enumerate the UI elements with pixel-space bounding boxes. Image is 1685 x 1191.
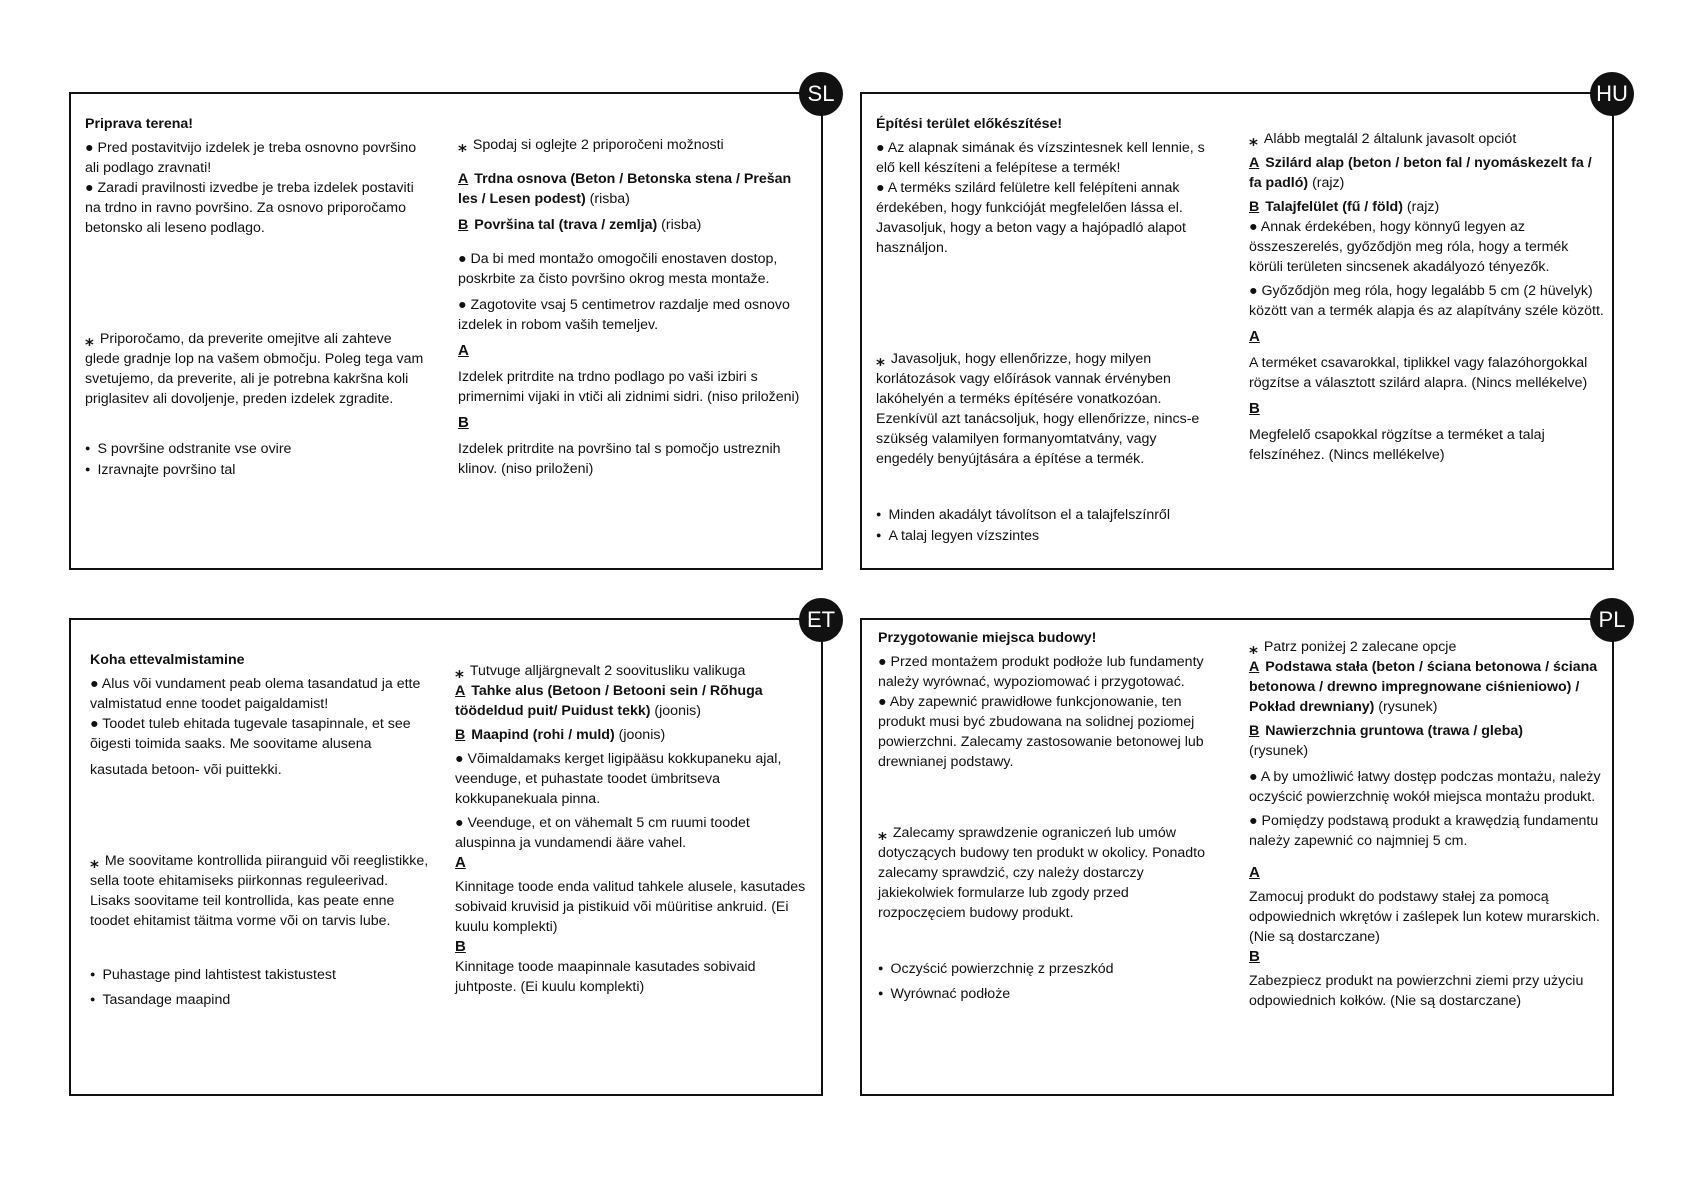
pl-note-text: Zalecamy sprawdzenie ograniczeń lub umów dotyczących budowy ten produkt w okolicy. Ponadto zalecamy sprawdzić, czy należy dostarczy jakiekolwiek formularze lub zgody przed rozpoczęciem budowy produkt. [878, 825, 1206, 921]
et-section-a-text: Kinnitage toode enda valitud tahkele alusele, kasutades sobivaid kruvisid ja pistikuid või müüritise ankruid. (Ei kuulu komplekti) [455, 879, 806, 935]
sl-right-column [458, 134, 813, 479]
pl-bullet-1: ● Oczyścić powierzchnię z przeszkód [878, 959, 1218, 980]
pl-section-b-label: B [1249, 948, 1260, 965]
sl-bullet-1: ● S površine odstranite vse ovire [85, 439, 425, 460]
pl-tip-1: ● A by umożliwić łatwy dostęp podczas montażu, należy oczyścić powierzchnię wokół miejsca montażu produkt. [1249, 769, 1601, 805]
panel-sl [69, 81, 835, 570]
hu-paragraph-2: ● A terméks szilárd felületre kell felépíteni annak érdekében, hogy funkcióját megfelelően lássa el. Javasoljuk, hogy a beton vagy a hajópadló alapot használjon. [876, 180, 1186, 256]
pl-left-column [878, 628, 1218, 1005]
hu-option-a: A Szilárd alap (beton / beton fal / nyomáskezelt fa / fa padló) (rajz) [1249, 155, 1592, 191]
pl-option-b-note: (rysunek) [1249, 743, 1309, 759]
hu-option-b: B Talajfelület (fű / föld) (rajz) [1249, 199, 1440, 215]
sl-option-b: B Površina tal (trava / zemlja) (risba) [458, 217, 702, 233]
panel-et [69, 607, 836, 1096]
et-option-a: A Tahke alus (Betoon / Betooni sein / Rõhuga töödeldud puit/ Puidust tekk) (joonis) [455, 683, 763, 719]
et-note-text: Me soovitame kontrollida piiranguid või reeglistikke, sella toote ehitamiseks piirkonnas reguleerivad. Lisaks soovitame teil kontrollida, kas peate enne toodet ehitamist täitma vorme või on tarvis lube. [90, 853, 429, 929]
sl-title: Priprava terena! [85, 116, 194, 132]
pl-section-a-text: Zamocuj produkt do podstawy stałej za pomocą odpowiednich wkrętów i zaślepek lun kotew murarskich. (Nie są dostarczane) [1249, 889, 1600, 945]
et-section-b-text: Kinnitage toode maapinnale kasutades sobivaid juhtposte. (Ei kuulu komplekti) [455, 959, 756, 995]
language-badge-et: ET [799, 598, 843, 642]
hu-tip-2: ● Győződjön meg róla, hogy legalább 5 cm (2 hüvelyk) között van a termék alapja és az alapítvány széle között. [1249, 283, 1604, 319]
asterisk-icon: ⁎ [878, 825, 887, 844]
hu-right-column [1249, 128, 1604, 465]
et-paragraph-1: ● Alus või vundament peab olema tasandatud ja ette valmistatud enne toodet paigaldamist! [90, 676, 421, 712]
language-badge-sl: SL [799, 72, 843, 116]
et-right-column [455, 660, 810, 997]
asterisk-icon: ⁎ [876, 351, 885, 370]
asterisk-icon: ⁎ [455, 663, 464, 682]
asterisk-icon: ⁎ [1249, 131, 1258, 150]
et-paragraph-2: ● Toodet tuleb ehitada tugevale tasapinnale, et see õigesti toimida saaks. Me soovitame alusena [90, 716, 411, 752]
et-tip-2: ● Veenduge, et on vähemalt 5 cm ruumi toodet aluspinna ja vundamendi ääre vahel. [455, 815, 750, 851]
hu-section-b-label: B [1249, 400, 1260, 417]
hu-paragraph-1: ● Az alapnak simának és vízszintesnek kell lennie, s elő kell készíteni a felépítese a termék! [876, 140, 1205, 176]
pl-bullet-2: ● Wyrównać podłoże [878, 984, 1218, 1005]
et-bullet-2: ● Tasandage maapind [90, 990, 430, 1011]
hu-tip-1: ● Annak érdekében, hogy könnyű legyen az összeszerelés, győződjön meg róla, hogy a termék körüli területen sincsenek akadályozó tényezők. [1249, 219, 1569, 275]
pl-option-a: A Podstawa stała (beton / ściana betonowa / ściana betonowa / drewno impregnowane ciśnieniowo) / Pokład drewniany) (rysunek) [1249, 659, 1598, 715]
hu-section-a-label: A [1249, 328, 1260, 345]
asterisk-icon: ⁎ [458, 137, 467, 156]
et-bullet-1: ● Puhastage pind lahtistest takistustest [90, 965, 430, 986]
sl-tip-2: ● Zagotovite vsaj 5 centimetrov razdalje med osnovo izdelek in robom vaših temeljev. [458, 297, 790, 333]
pl-option-b: B Nawierzchnia gruntowa (trawa / gleba) [1249, 723, 1524, 739]
hu-bullet-2: ● A talaj legyen vízszintes [876, 526, 1216, 547]
hu-section-a-text: A terméket csavarokkal, tiplikkel vagy falazóhorgokkal rögzítse a választott szilárd alapra. (Nincs mellékelve) [1249, 355, 1588, 391]
hu-note-text: Javasoljuk, hogy ellenőrizze, hogy milyen korlátozások vagy előírások vannak érvényben lakóhelyén a terméks építésére vonatkozóan. Ezenkívül azt tanácsoljuk, hogy ellenőrizze, nincs-e szükség valamilyen formanyomtatvány, vagy engedély benyújtására a építése a termék. [876, 351, 1200, 467]
sl-left-column [85, 114, 425, 481]
panel-hu [860, 81, 1628, 570]
hu-bullet-1: ● Minden akadályt távolítson el a talajfelszínről [876, 505, 1216, 526]
pl-section-b-text: Zabezpiecz produkt na powierzchni ziemi przy użyciu odpowiednich kołków. (Nie są dostarczane) [1249, 973, 1584, 1009]
sl-tip-1: ● Da bi med montažo omogočili enostaven dostop, poskrbite za čisto površino okrog mesta montaže. [458, 251, 778, 287]
sl-options-intro: ⁎ Spodaj si oglejte 2 priporočeni možnosti [458, 137, 724, 156]
sl-paragraph-1: ● Pred postavitvijo izdelek je treba osnovno površino ali podlago zravnati! [85, 140, 417, 176]
et-title: Koha ettevalmistamine [90, 652, 245, 668]
pl-title: Przygotowanie miejsca budowy! [878, 630, 1097, 646]
hu-title: Építési terület előkészítése! [876, 116, 1063, 132]
sl-option-a: A Trdna osnova (Beton / Betonska stena / Prešan les / Lesen podest) (risba) [458, 171, 792, 207]
et-tip-1: ● Võimaldamaks kerget ligipääsu kokkupaneku ajal, veenduge, et puhastate toodet ümbritseva kokkupanekuala pinna. [455, 751, 782, 807]
sl-note [85, 328, 425, 409]
sl-section-b-text: Izdelek pritrdite na površino tal s pomočjo ustreznih klinov. (niso priloženi) [458, 441, 781, 477]
asterisk-icon: ⁎ [1249, 639, 1258, 658]
hu-options-intro: ⁎ Alább megtalál 2 általunk javasolt opciót [1249, 131, 1517, 150]
pl-right-column [1249, 636, 1604, 1011]
pl-options-intro: ⁎ Patrz poniżej 2 zalecane opcje [1249, 639, 1457, 658]
hu-note [876, 348, 1216, 469]
sl-section-a-text: Izdelek pritrdite na trdno podlago po vaši izbiri s primernimi vijaki in vtiči ali zidnimi sidri. (niso priloženi) [458, 369, 800, 405]
pl-paragraph-1: ● Przed montażem produkt podłoże lub fundamenty należy wyrównać, wypoziomować i przygotować. [878, 654, 1204, 690]
et-section-a-label: A [455, 854, 466, 871]
et-options-intro: ⁎ Tutvuge alljärgnevalt 2 soovitusliku valikuga [455, 663, 746, 682]
asterisk-icon: ⁎ [90, 853, 99, 872]
sl-section-a-label: A [458, 342, 469, 359]
pl-note [878, 822, 1218, 923]
sl-bullet-2: ● Izravnajte površino tal [85, 460, 425, 481]
pl-paragraph-2: ● Aby zapewnić prawidłowe funkcjonowanie, ten produkt musi być zbudowana na solidnej poziomej powierzchni. Zalecamy zastosowanie betonowej lub drewnianej podstawy. [878, 694, 1204, 770]
language-badge-pl: PL [1590, 598, 1634, 642]
et-section-b-label: B [455, 938, 466, 955]
pl-tip-2: ● Pomiędzy podstawą produkt a krawędzią fundamentu należy zapewnić co najmniej 5 cm. [1249, 813, 1599, 849]
et-paragraph-3: kasutada betoon- või puittekki. [90, 762, 282, 778]
panel-pl [860, 607, 1626, 1096]
language-badge-hu: HU [1590, 72, 1634, 116]
et-note [90, 850, 430, 931]
hu-section-b-text: Megfelelő csapokkal rögzítse a terméket a talaj felszínéhez. (Nincs mellékelve) [1249, 427, 1545, 463]
sl-paragraph-2: ● Zaradi pravilnosti izvedbe je treba izdelek postaviti na trdno in ravno površino. Za osnovo priporočamo betonsko ali leseno podlago. [85, 180, 414, 236]
et-left-column [90, 650, 430, 1011]
pl-section-a-label: A [1249, 864, 1260, 881]
et-option-b: B Maapind (rohi / muld) (joonis) [455, 727, 666, 743]
sl-section-b-label: B [458, 414, 469, 431]
asterisk-icon: ⁎ [85, 331, 94, 350]
hu-left-column [876, 114, 1216, 547]
sl-note-text: Priporočamo, da preverite omejitve ali zahteve glede gradnje lop na vašem območju. Poleg tega vam svetujemo, da preverite, ali je potrebna kakršna koli priglasitev ali dovoljenje, preden izdelek zgradite. [85, 331, 424, 407]
